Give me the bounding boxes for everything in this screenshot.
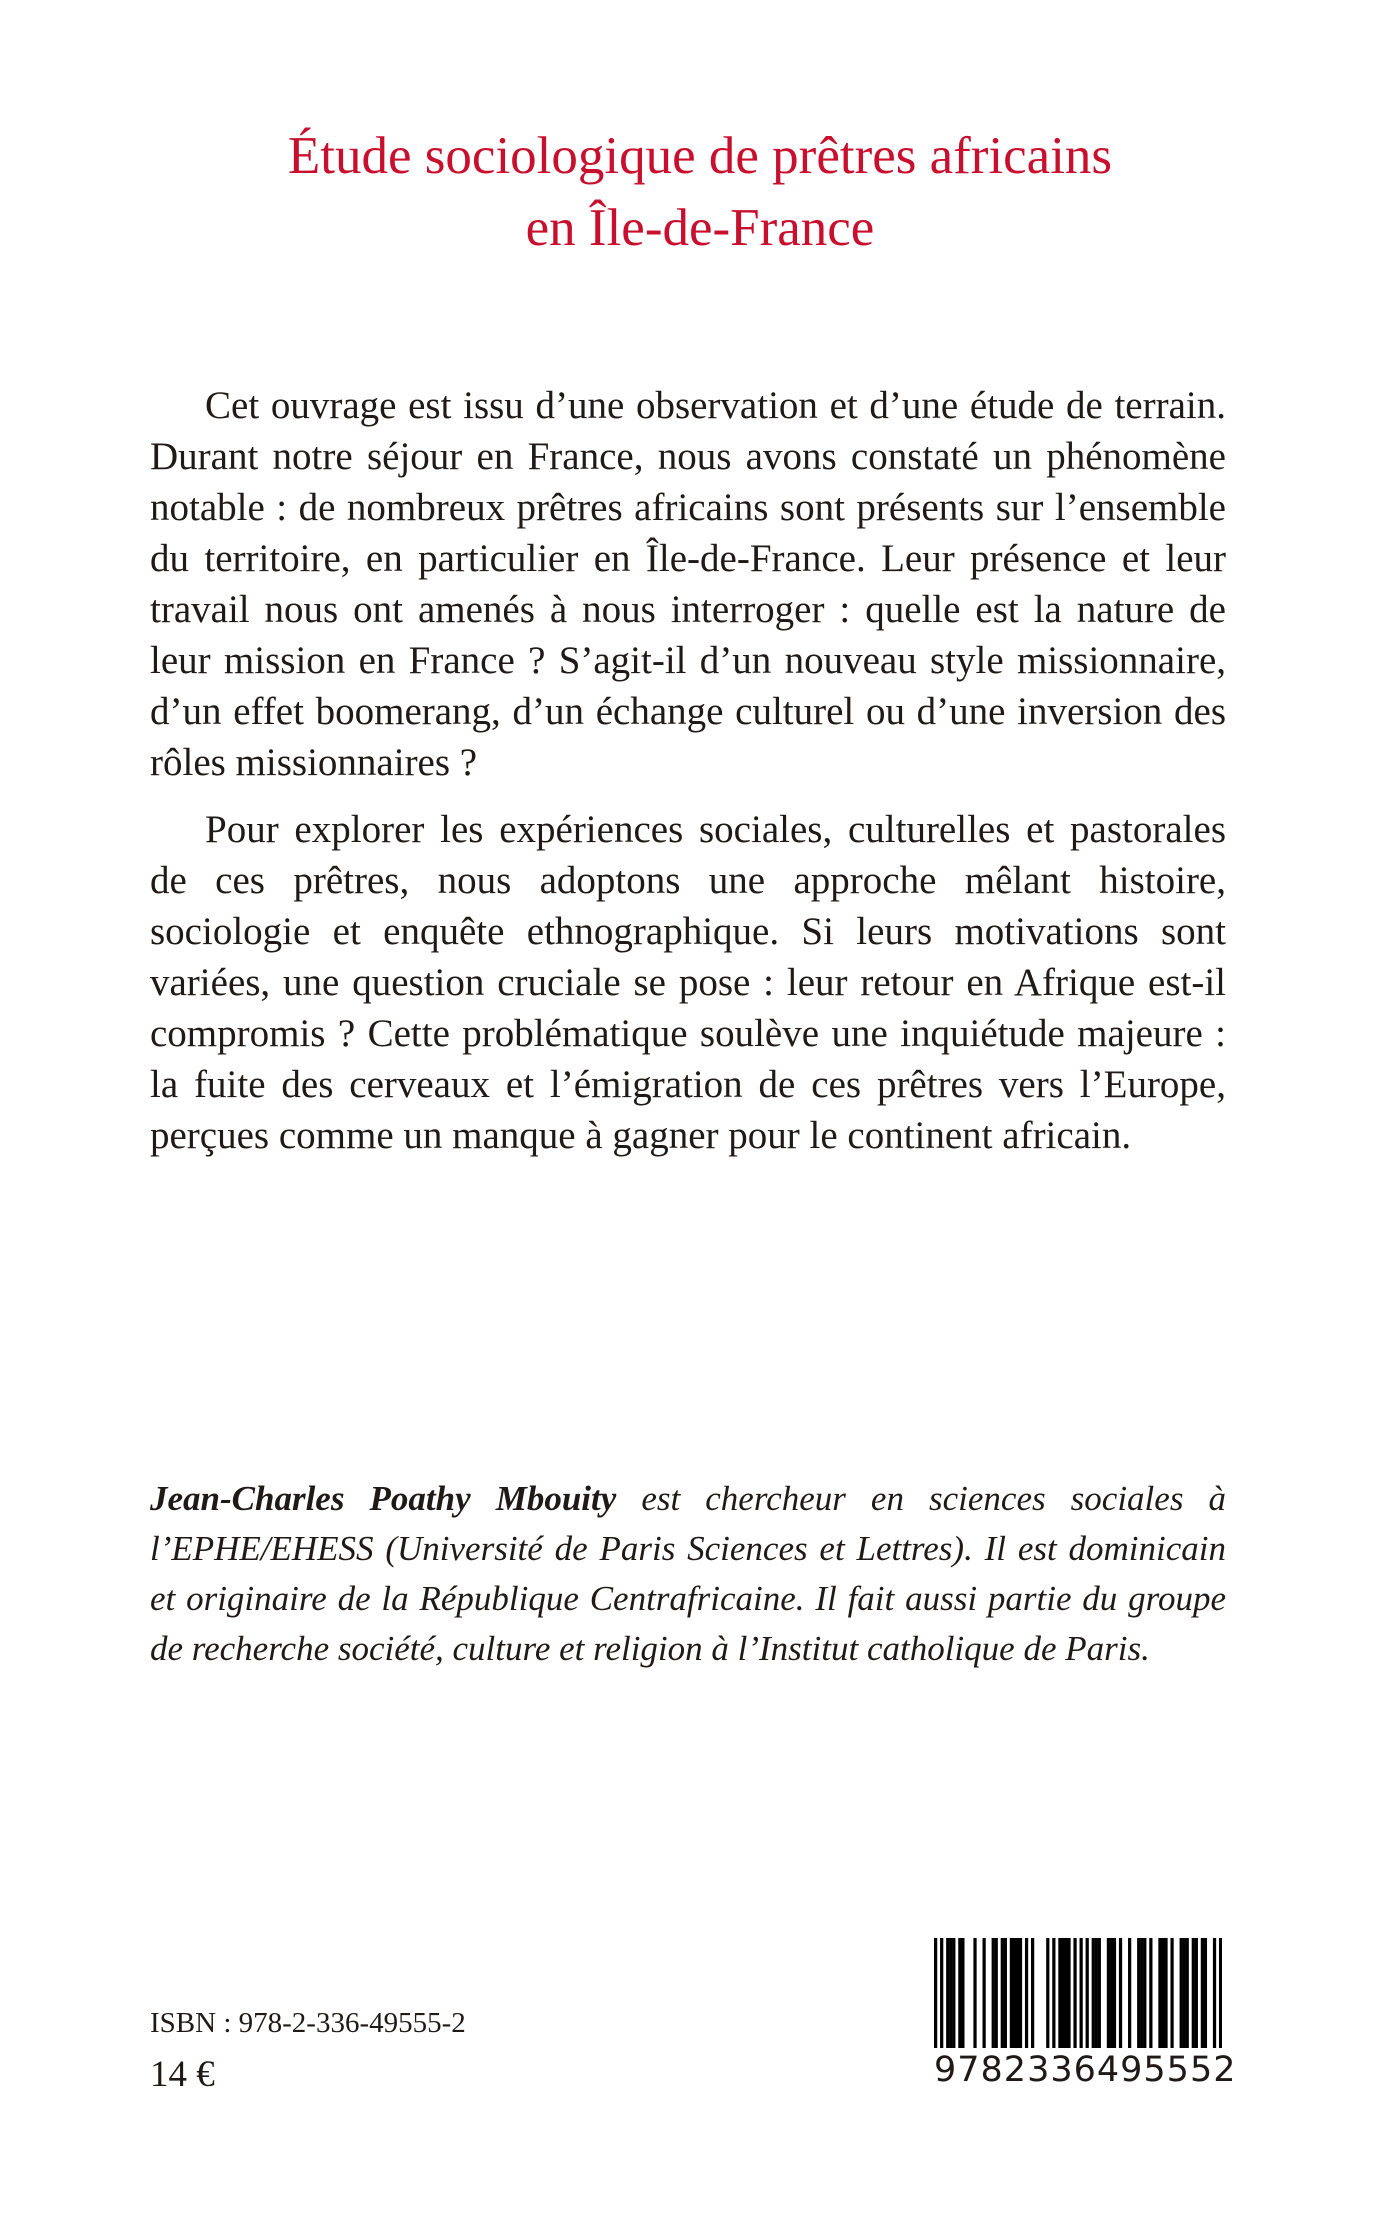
barcode-bar bbox=[1161, 1938, 1164, 2048]
barcode-bar bbox=[1001, 1938, 1004, 2048]
barcode-bar bbox=[958, 1938, 961, 2048]
barcode bbox=[934, 1938, 1237, 2090]
barcode-bar bbox=[1170, 1938, 1173, 2048]
barcode-bar bbox=[952, 1938, 955, 2048]
barcode-bar bbox=[949, 1938, 952, 2048]
barcode-bar bbox=[1019, 1938, 1022, 2048]
author-bio bbox=[150, 1474, 1226, 1674]
barcode-bar bbox=[1004, 1938, 1007, 2048]
barcode-bar bbox=[1128, 1938, 1131, 2048]
price-label: 14 € bbox=[150, 2054, 215, 2095]
barcode-bar bbox=[1201, 1938, 1204, 2048]
barcode-bar bbox=[1137, 1938, 1140, 2048]
barcode-bar bbox=[1204, 1938, 1207, 2048]
barcode-bar bbox=[1164, 1938, 1167, 2048]
barcode-bar bbox=[1016, 1938, 1019, 2048]
barcode-bar bbox=[1046, 1938, 1049, 2048]
barcode-bar bbox=[1183, 1938, 1186, 2048]
blurb-paragraph-2: Pour explorer les expériences sociales, culturelles et pastorales de ces prêtres, nous adoptons une approche mêlant histoire, sociologie et enquête ethnographique. Si leurs motivations sont variées, une question cruciale se pose : leur retour en Afrique est-il compromis ? Cette problématique soulève une inquiétude majeure : la fuite des cerveaux et l’émigration de ces prêtres vers l’Europe, perçues comme un manque à gagner pour le continent africain. bbox=[150, 808, 1226, 1157]
barcode-bar bbox=[934, 1938, 937, 2048]
barcode-bar bbox=[973, 1938, 976, 2048]
barcode-bar bbox=[961, 1938, 964, 2048]
barcode-bar bbox=[1186, 1938, 1189, 2048]
barcode-bar bbox=[1113, 1938, 1116, 2048]
barcode-bar bbox=[940, 1938, 943, 2048]
barcode-bar bbox=[1140, 1938, 1143, 2048]
barcode-bar bbox=[1061, 1938, 1064, 2048]
barcode-bar bbox=[1025, 1938, 1028, 2048]
barcode-bar bbox=[1067, 1938, 1070, 2048]
barcode-bar bbox=[1192, 1938, 1195, 2048]
barcode-bar bbox=[1031, 1938, 1034, 2048]
barcode-bar bbox=[1058, 1938, 1061, 2048]
barcode-bar bbox=[1052, 1938, 1055, 2048]
barcode-bars bbox=[934, 1938, 1222, 2048]
barcode-bar bbox=[1073, 1938, 1076, 2048]
blurb bbox=[150, 380, 1226, 1177]
barcode-bar bbox=[946, 1938, 949, 2048]
barcode-bar bbox=[1219, 1938, 1222, 2048]
barcode-bar bbox=[1213, 1938, 1216, 2048]
author-bio-text: est chercheur en sciences sociales à l’EPHE/EHESS (Université de Paris Sciences et Lettres). Il est dominicain et originaire de la République Centrafricaine. Il fait aussi partie du groupe de recherche société, culture et religion à l’Institut catholique de Paris. bbox=[150, 1479, 1226, 1668]
barcode-bar bbox=[992, 1938, 995, 2048]
book-title-line-2: en Île-de-France bbox=[525, 199, 875, 257]
barcode-bar bbox=[1149, 1938, 1152, 2048]
barcode-bar bbox=[995, 1938, 998, 2048]
barcode-bar bbox=[1095, 1938, 1098, 2048]
barcode-bar bbox=[1107, 1938, 1110, 2048]
barcode-bar bbox=[1195, 1938, 1198, 2048]
barcode-bar bbox=[1080, 1938, 1083, 2048]
barcode-number: 9782336495552 bbox=[934, 2050, 1237, 2090]
barcode-bar bbox=[1092, 1938, 1095, 2048]
barcode-bar bbox=[1143, 1938, 1146, 2048]
barcode-bar bbox=[1010, 1938, 1013, 2048]
barcode-bar bbox=[1110, 1938, 1113, 2048]
barcode-bar bbox=[1158, 1938, 1161, 2048]
barcode-bar bbox=[983, 1938, 986, 2048]
barcode-bar bbox=[1013, 1938, 1016, 2048]
barcode-bar bbox=[1098, 1938, 1101, 2048]
barcode-bar bbox=[1086, 1938, 1089, 2048]
isbn-label: ISBN : 978-2-336-49555-2 bbox=[150, 2007, 466, 2039]
barcode-bar bbox=[1180, 1938, 1183, 2048]
book-title bbox=[0, 120, 1400, 264]
author-name: Jean-Charles Poathy Mbouity bbox=[150, 1479, 617, 1518]
barcode-bar bbox=[1119, 1938, 1122, 2048]
blurb-paragraph-1: Cet ouvrage est issu d’une observation et d’une étude de terrain. Durant notre séjour en France, nous avons constaté un phénomène notable : de nombreux prêtres africains sont présents sur l’ensemble du territoire, en particulier en Île-de-France. Leur présence et leur travail nous ont amenés à nous interroger : quelle est la nature de leur mission en France ? S’agit-il d’un nouveau style missionnaire, d’un effet boomerang, d’un échange culturel ou d’une inversion des rôles missionnaires ? bbox=[150, 384, 1226, 784]
book-title-line-1: Étude sociologique de prêtres africains bbox=[287, 127, 1113, 185]
barcode-bar bbox=[1064, 1938, 1067, 2048]
